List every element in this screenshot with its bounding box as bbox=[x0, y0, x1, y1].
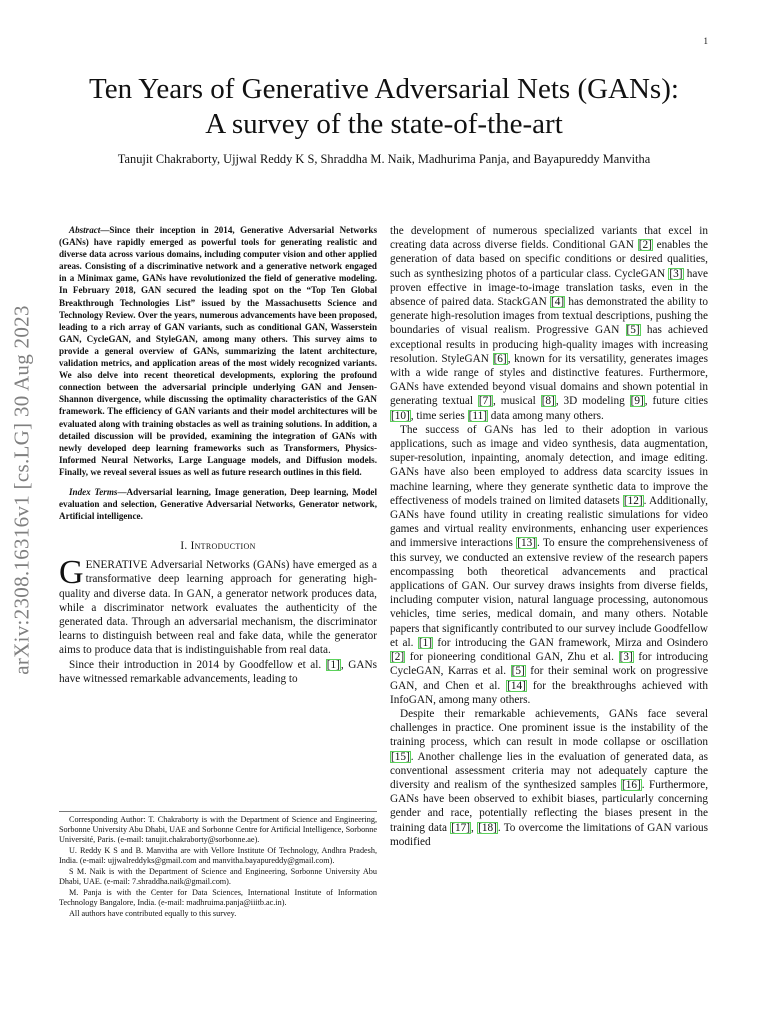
body-text: , musical bbox=[493, 395, 541, 408]
section-title: Introduction bbox=[190, 540, 256, 553]
footnote: M. Panja is with the Center for Data Sciences, International Institute of Information Technology Bangalore, India. (e-mail: madhruima.panja@iiitb.ac.in). bbox=[59, 888, 377, 907]
abstract-text: —Since their inception in 2014, Generative Adversarial Networks (GANs) have rapidly emerged as powerful tools for generating realistic and diverse data across various domains, including computer vision and other applied areas. Consisting of a discriminative network and a generative network engaged in a Minimax game, GANs have revolutionized the field of generative modeling. In February 2018, GAN secured the leading spot on the “Top Ten Global Breakthrough Technologies List” issued by the Massachusetts Science and Technology Review. Over the years, numerous advancements have been proposed, leading to a rich array of GAN variants, such as conditional GAN, Wasserstein GAN, CycleGAN, and StyleGAN, among many others. This survey aims to provide a general overview of GANs, summarizing the latent architecture, validation metrics, and application areas of the most widely recognized variants. We also delve into recent theoretical developments, exploring the profound connection between the adversarial principle underlying GAN and Jensen-Shannon divergence, while discussing the optimality characteristics of the GAN framework. The efficiency of GAN variants and their model architectures will be evaluated along with training obstacles as well as training solutions. In addition, a detailed discussion will be provided, examining the integration of GANs with newly developed deep learning frameworks such as Transformers, Physics-Informed Neural Networks, Large Language models, and Diffusion models. Finally, we reveal several issues as well as future research outlines in this field. bbox=[59, 225, 377, 477]
body-text: for the breakthroughs achieved with InfoGAN, among many others. bbox=[390, 679, 708, 706]
paper-title-line-2: A survey of the state-of-the-art bbox=[205, 108, 563, 140]
intro-paragraph-1-text: Adversarial Networks (GANs) have emerged as a transformative deep learning approach for generating high-quality and diverse data. In GAN, a generator network produces data, while a discriminator network evaluates the authenticity of the generated data. Through an adversarial mechanism, the discriminator learns to distinguish between real and fake data, while the generator aims to produce data that is indistinguishable from real data. bbox=[59, 559, 377, 657]
author-list: Tanujit Chakraborty, Ujjwal Reddy K S, Shraddha M. Naik, Madhurima Panja, and Bayapureddy Manvitha bbox=[117, 152, 651, 166]
section-number: I. bbox=[180, 540, 188, 553]
footnote: Corresponding Author: T. Chakraborty is with the Department of Science and Engineering, Sorbonne University Abu Dhabi, UAE and Sorbonne Centre for Artificial Intelligence, Sorbonne Université, Paris. (e-mail: tanujit.chakraborty@sorbonne.ae). bbox=[59, 815, 377, 844]
body-text: . Furthermore, GANs have been observed to exhibit biases, particularly concerning gender and race, potentially reflecting the biases present in the training data bbox=[390, 778, 709, 834]
section-heading bbox=[59, 540, 377, 552]
body-text: Despite their remarkable achievements, GANs face several challenges in practice. One prominent issue is the instability of the training process, which can result in mode collapse or oscillation bbox=[390, 707, 708, 749]
citation-link[interactable]: [17] bbox=[451, 821, 470, 834]
body-text: for introducing the GAN framework, Mirza and Osindero bbox=[433, 636, 708, 649]
page-number: 1 bbox=[703, 36, 708, 46]
citation-link[interactable]: [10] bbox=[391, 409, 410, 422]
right-paragraph-1 bbox=[390, 224, 708, 423]
body-text: , future cities bbox=[644, 395, 708, 408]
citation-link[interactable]: [8] bbox=[541, 395, 555, 408]
paper-title-line-1: Ten Years of Generative Adversarial Nets (GANs): bbox=[89, 73, 679, 105]
citation-link[interactable]: [18] bbox=[478, 821, 497, 834]
footnote: S M. Naik is with the Department of Science and Engineering, Sorbonne University Abu Dhabi, UAE. (e-mail: 7.shraddha.naik@gmail.com). bbox=[59, 867, 377, 886]
body-text: the development of numerous specialized variants that excel in creating data across diverse fields. Conditional GAN bbox=[390, 225, 708, 252]
index-terms-label: Index Terms bbox=[69, 486, 118, 497]
body-text: for pioneering conditional GAN, Zhu et al. bbox=[405, 651, 619, 664]
intro-paragraph-2-text: Since their introduction in 2014 by Goodfellow et al. bbox=[69, 658, 326, 671]
intro-paragraph-2-tail: , GANs have witnessed remarkable advancements, leading to bbox=[59, 658, 377, 685]
arxiv-stamp bbox=[2, 270, 42, 710]
body-text: . Another challenge lies in the evaluation of generated data, as conventional assessment criteria may not adequately capture the diversity and realism of the synthesized samples bbox=[390, 750, 708, 791]
citation-link[interactable]: [12] bbox=[623, 494, 643, 507]
body-text: , 3D modeling bbox=[555, 395, 630, 408]
body-text: for introducing CycleGAN, Karras et al. bbox=[390, 651, 708, 678]
citation-link[interactable]: [3] bbox=[619, 651, 633, 664]
index-terms bbox=[59, 486, 377, 522]
body-text: have proven effective in image-to-image translation tasks, even in the absence of paired data. StackGAN bbox=[390, 267, 708, 309]
body-text: for their seminal work on progressive GAN, and Chen et al. bbox=[390, 665, 708, 692]
body-text: , bbox=[471, 821, 478, 834]
arxiv-stamp-text: arXiv:2308.16316v1 [cs.LG] 30 Aug 2023 bbox=[9, 305, 34, 675]
citation-link[interactable]: [1] bbox=[326, 658, 340, 671]
right-paragraph-2 bbox=[390, 423, 708, 707]
paper-title bbox=[40, 72, 728, 142]
citation-link[interactable]: [2] bbox=[638, 239, 652, 252]
citation-link[interactable]: [7] bbox=[478, 395, 493, 408]
abstract-label: Abstract bbox=[69, 225, 101, 235]
body-text: has demonstrated the ability to generate high-resolution images from textual descriptions, pushing the boundaries of visual realism. Progressive GAN bbox=[390, 296, 708, 337]
intro-caps-word: ENERATIVE bbox=[85, 559, 148, 572]
index-terms-text: —Adversarial learning, Image generation, Deep learning, Model evaluation and selection, Generative Adversarial Networks, Generator network, Artificial intelligence. bbox=[59, 486, 377, 522]
body-text: data among many others. bbox=[487, 409, 604, 422]
body-text: . To ensure the comprehensiveness of this survey, we conducted an extensive review of the research papers encompassing both theoretical advancements and practical applications of GAN. Our survey draws insights from diverse fields, including computer vision, natural language processing, autonomous vehicles, time series, medical domain, and many others. Notable papers that significantly contributed to our survey include Goodfellow et al. bbox=[390, 537, 708, 649]
right-paragraph-3 bbox=[390, 707, 708, 849]
citation-link[interactable]: [6] bbox=[493, 352, 507, 365]
footnotes bbox=[59, 811, 377, 920]
citation-link[interactable]: [16] bbox=[622, 778, 641, 791]
body-text: enables the generation of data based on specific conditions or desired qualities, such as synthesizing photos of a particular class. CycleGAN bbox=[390, 239, 708, 280]
citation-link[interactable]: [11] bbox=[468, 409, 487, 422]
citation-link[interactable]: [5] bbox=[626, 324, 640, 337]
body-text: has achieved exceptional results in producing high-quality images with increasing resolution. StyleGAN bbox=[390, 324, 708, 365]
citation-link[interactable]: [5] bbox=[511, 665, 525, 678]
drop-cap: G bbox=[59, 554, 84, 592]
citation-link[interactable]: [15] bbox=[391, 750, 410, 763]
body-text: The success of GANs has led to their adoption in various applications, such as image and video synthesis, data augmentation, super-resolution, inpainting, anomaly detection, and image editing. GANs have also been employed to address data scarcity issues in machine learning, where they generate synthetic data to improve the effectiveness of models trained on limited datasets bbox=[390, 423, 708, 507]
body-text: , known for its versatility, generates images with a wide range of styles and distinctive features. Furthermore, GANs have extended beyond visual domains and shown potential in generating textual bbox=[390, 352, 709, 408]
citation-link[interactable]: [4] bbox=[551, 296, 565, 309]
footnote: U. Reddy K S and B. Manvitha are with Vellore Institute Of Technology, Andhra Pradesh, India. (e-mail: ujjwalreddyks@gmail.com and manvitha.bayapureddy@gmail.com). bbox=[59, 846, 377, 865]
body-text: . To overcome the limitations of GAN various modified bbox=[390, 821, 709, 848]
intro-paragraph-1 bbox=[59, 554, 377, 657]
citation-link[interactable]: [3] bbox=[669, 267, 683, 280]
footnote: All authors have contributed equally to this survey. bbox=[69, 909, 237, 918]
citation-link[interactable]: [13] bbox=[517, 537, 536, 550]
intro-paragraph-2 bbox=[59, 658, 377, 686]
right-column bbox=[390, 224, 708, 849]
citation-link[interactable]: [2] bbox=[391, 651, 405, 664]
body-text: . Additionally, GANs have found utility in creating realistic simulations for video games and virtual reality environments, enhancing user experiences and immersive interactions bbox=[390, 494, 708, 550]
abstract bbox=[59, 224, 377, 478]
citation-link[interactable]: [14] bbox=[507, 679, 526, 692]
citation-link[interactable]: [1] bbox=[418, 636, 433, 649]
citation-link[interactable]: [9] bbox=[630, 395, 644, 408]
body-text: , time series bbox=[410, 409, 468, 422]
left-column bbox=[59, 224, 377, 686]
